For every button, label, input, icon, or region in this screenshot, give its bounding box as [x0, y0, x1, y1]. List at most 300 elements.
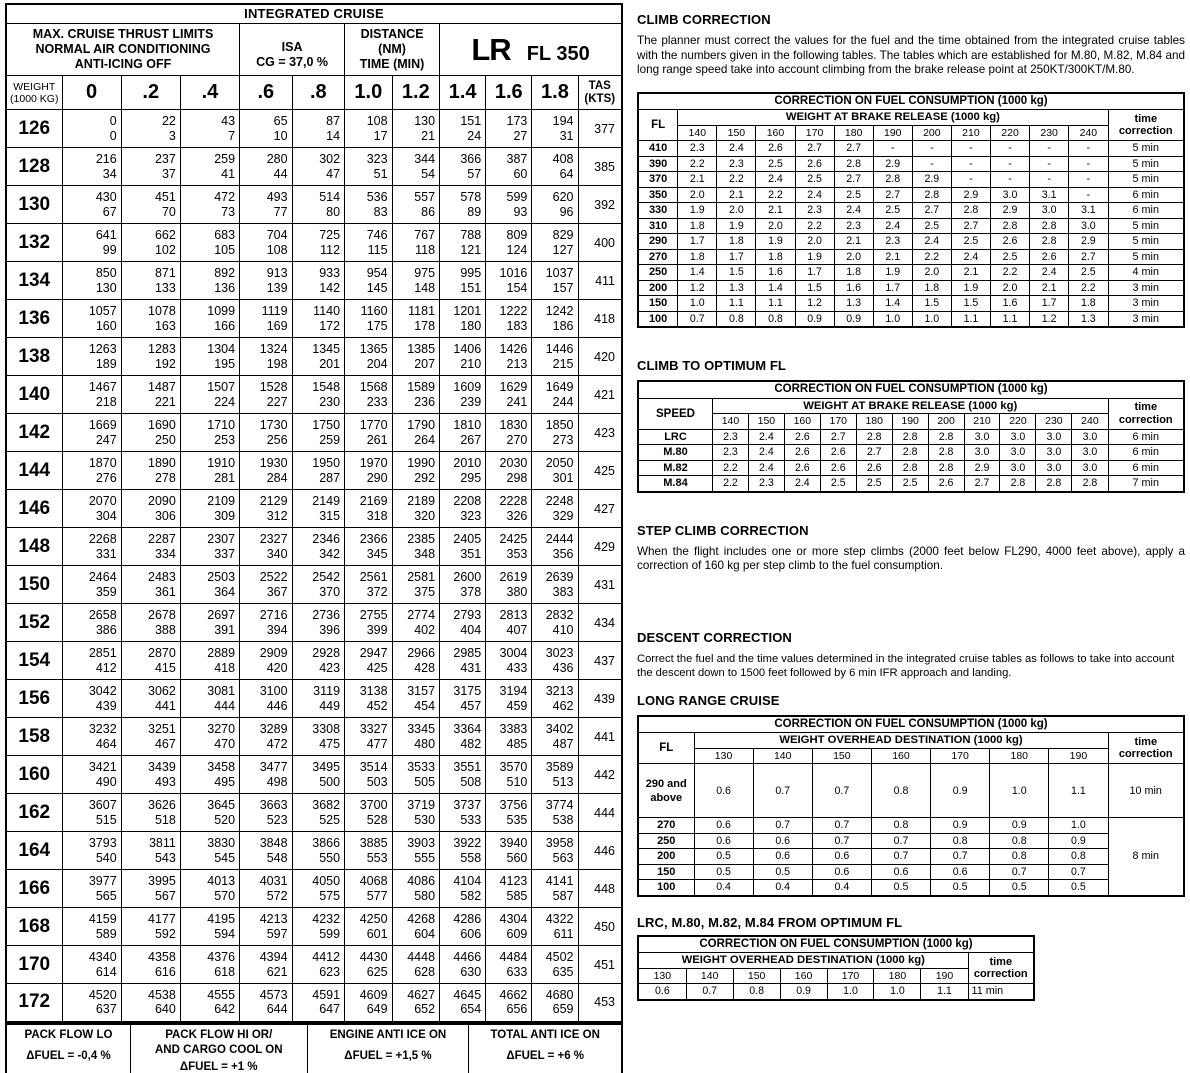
row-label-header: FL [638, 733, 694, 764]
cruise-cell [62, 490, 121, 528]
cruise-cell-fuel: 2947 [359, 646, 388, 660]
correction-value: 1.8 [756, 249, 795, 265]
correction-value: 2.6 [1030, 249, 1069, 265]
cruise-cell [121, 756, 180, 794]
cruise-cell-fuel: 1099 [207, 304, 236, 318]
correction-value: 2.8 [928, 460, 964, 476]
cruise-cell [486, 490, 532, 528]
cruise-cell [532, 984, 578, 1022]
cruise-row-tas: 423 [578, 414, 622, 452]
cruise-cell-fuel: 3100 [259, 684, 288, 698]
correction-value: 2.6 [820, 460, 856, 476]
correction-value: 1.3 [717, 280, 756, 296]
cruise-row-weight: 168 [6, 908, 62, 946]
cruise-cell-time: 54 [421, 166, 436, 181]
correction-value: 2.6 [784, 429, 820, 445]
cruise-row [6, 794, 622, 832]
correction-value: 1.8 [678, 249, 717, 265]
weight-column-header: 160 [780, 968, 827, 984]
cruise-cell-time: 550 [319, 850, 341, 865]
cruise-cell-fuel: 4177 [148, 912, 176, 926]
cruise-cell-fuel: 3570 [499, 760, 528, 774]
cruise-cell-fuel: 620 [552, 190, 574, 204]
correction-value: 2.6 [795, 156, 834, 172]
cruise-cell-fuel: 366 [460, 152, 482, 166]
cruise-cell-time: 96 [559, 204, 574, 219]
cruise-cell [180, 566, 239, 604]
cruise-cell [486, 680, 532, 718]
cruise-cell [345, 110, 392, 148]
cruise-row [6, 642, 622, 680]
cruise-cell [392, 832, 440, 870]
cruise-cell-time: 505 [414, 774, 436, 789]
correction-value: 2.0 [834, 249, 873, 265]
cruise-cell-time: 640 [154, 1002, 176, 1017]
cruise-cell-time: 611 [553, 926, 574, 941]
cruise-cell-time: 428 [414, 660, 436, 675]
cruise-cell-fuel: 3495 [312, 760, 341, 774]
footnote-label-1-line1: PACK FLOW HI OR/ [165, 1028, 273, 1041]
correction-value: 2.5 [795, 172, 834, 188]
isa-header [240, 24, 345, 76]
cruise-cell [392, 718, 440, 756]
cruise-cell-time: 356 [552, 546, 574, 561]
cruise-cell [440, 566, 486, 604]
cruise-cell [121, 262, 180, 300]
cruise-cell-fuel: 2793 [453, 608, 482, 622]
correction-row [638, 476, 1184, 492]
cruise-cell-time: 609 [506, 926, 528, 941]
cruise-cell-time: 312 [266, 508, 288, 523]
correction-value: 2.5 [820, 476, 856, 492]
cruise-cell [180, 528, 239, 566]
correction-value: 2.3 [795, 203, 834, 219]
cruise-cell-time: 545 [214, 850, 236, 865]
correction-value: 3.0 [1000, 445, 1036, 461]
cruise-cell-time: 201 [319, 356, 341, 371]
cruise-cell-time: 342 [319, 546, 341, 561]
cruise-cell-time: 345 [366, 546, 388, 561]
distance-line-2: (NM) [378, 42, 406, 56]
cruise-cell [440, 186, 486, 224]
optimum-fl-heading: LRC, M.80, M.82, M.84 FROM OPTIMUM FL [637, 914, 903, 930]
cruise-cell-time: 412 [95, 660, 117, 675]
cruise-cell-time: 241 [506, 394, 528, 409]
weight-header-line-2: (1000 KG) [10, 92, 59, 105]
cruise-cell [292, 414, 345, 452]
cruise-cell-time: 580 [414, 888, 436, 903]
cruise-cell-time: 592 [154, 926, 176, 941]
cruise-cell-time: 70 [161, 204, 176, 219]
cruise-cell-time: 102 [154, 242, 176, 257]
long-range-cruise-heading: LONG RANGE CRUISE [637, 692, 780, 708]
cruise-cell [486, 984, 532, 1022]
cruise-cell [440, 414, 486, 452]
cruise-cell-time: 186 [552, 318, 574, 333]
correction-value: 0.9 [990, 818, 1049, 834]
cruise-cell [240, 908, 292, 946]
cruise-cell-fuel: 323 [366, 152, 388, 166]
cruise-cell-fuel: 4050 [312, 874, 341, 888]
banner-row [638, 716, 1184, 733]
cruise-cell [345, 794, 392, 832]
cruise-cell-time: 420 [266, 660, 288, 675]
correction-value: 0.7 [812, 833, 871, 849]
correction-value: 2.2 [712, 460, 748, 476]
correction-row [638, 203, 1184, 219]
correction-value: 2.4 [873, 218, 912, 234]
cruise-cell-fuel: 3533 [407, 760, 436, 774]
cruise-cell-time: 644 [266, 1002, 288, 1017]
cruise-cell-time: 656 [506, 1002, 528, 1017]
correction-value: 1.2 [678, 280, 717, 296]
cruise-cell-fuel: 3737 [453, 798, 482, 812]
cruise-cell-time: 178 [414, 318, 436, 333]
cruise-cell [240, 756, 292, 794]
cruise-cell [440, 908, 486, 946]
cruise-cell-fuel: 3885 [359, 836, 388, 850]
time-correction-line-2: correction [1118, 748, 1173, 761]
column-header-row [6, 76, 622, 110]
cruise-cell [440, 490, 486, 528]
cruise-cell-fuel: 2909 [259, 646, 288, 660]
cruise-cell-fuel: 2542 [312, 570, 341, 584]
cruise-cell-time: 44 [273, 166, 288, 181]
weight-column-header: 130 [694, 748, 753, 764]
cruise-cell-fuel: 2889 [207, 646, 236, 660]
cruise-cell [440, 300, 486, 338]
cruise-row-tas: 400 [578, 224, 622, 262]
cruise-cell-time: 446 [266, 698, 288, 713]
cruise-cell [345, 224, 392, 262]
cruise-cell-time: 370 [319, 584, 341, 599]
cruise-cell-fuel: 1446 [545, 342, 574, 356]
cruise-cell-fuel: 2050 [545, 456, 574, 470]
cruise-cell-time: 157 [552, 280, 574, 295]
cruise-cell-fuel: 1950 [312, 456, 341, 470]
cruise-cell-time: 513 [552, 774, 574, 789]
cruise-cell-time: 449 [319, 698, 341, 713]
correction-notes-table [5, 1023, 623, 1073]
cruise-cell-time: 625 [366, 964, 388, 979]
cruise-cell-fuel: 725 [319, 228, 341, 242]
correction-row-label: 270 [638, 249, 678, 265]
correction-value: 0.5 [871, 880, 930, 896]
step-climb-heading: STEP CLIMB CORRECTION [637, 522, 809, 538]
weight-column-header: 140 [753, 748, 812, 764]
correction-time: 3 min [1108, 311, 1184, 327]
cruise-cell [292, 642, 345, 680]
cruise-cell-time: 284 [266, 470, 288, 485]
footnote-total-anti-ice [469, 1024, 622, 1073]
footnote-label-0-line1: PACK FLOW LO [24, 1028, 113, 1041]
weight-column-header: 190 [873, 125, 912, 141]
cruise-cell-time: 124 [506, 242, 528, 257]
correction-row [638, 311, 1184, 327]
cruise-cell-fuel: 387 [506, 152, 528, 166]
correction-row-label: 330 [638, 203, 678, 219]
correction-value: 1.1 [921, 984, 968, 1000]
correction-value: 0.9 [931, 764, 990, 818]
correction-row [638, 187, 1184, 203]
mach-column-header-9: 1.8 [532, 76, 578, 110]
cruise-cell [121, 300, 180, 338]
cruise-cell [62, 984, 121, 1022]
weight-group-header: WEIGHT OVERHEAD DESTINATION (1000 kg) [694, 733, 1108, 749]
cruise-cell-fuel: 3062 [148, 684, 176, 698]
correction-value: 3.0 [964, 429, 1000, 445]
cruise-cell-fuel: 1140 [313, 304, 341, 318]
cruise-cell-fuel: 704 [266, 228, 288, 242]
correction-value: 0.4 [812, 880, 871, 896]
correction-row [638, 864, 1184, 880]
footnote-pack-flow-lo [6, 1024, 130, 1073]
cruise-row [6, 224, 622, 262]
cruise-cell-fuel: 2327 [259, 532, 288, 546]
title-row [6, 4, 622, 24]
cruise-cell-time: 444 [214, 698, 236, 713]
cruise-cell-time: 630 [460, 964, 482, 979]
correction-value: 1.5 [912, 296, 951, 312]
correction-value: 1.4 [756, 280, 795, 296]
cruise-cell [180, 832, 239, 870]
cruise-cell-time: 436 [552, 660, 574, 675]
cruise-cell-fuel: 3251 [148, 722, 176, 736]
cruise-cell [345, 148, 392, 186]
cruise-cell-time: 17 [373, 128, 388, 143]
weight-column-header: 220 [990, 125, 1029, 141]
cruise-cell-fuel: 1467 [88, 380, 117, 394]
cruise-cell [392, 262, 440, 300]
cruise-cell-time: 359 [95, 584, 117, 599]
cruise-cell [440, 110, 486, 148]
correction-value: 1.5 [717, 265, 756, 281]
cruise-cell [292, 946, 345, 984]
cruise-cell-fuel: 2444 [545, 532, 574, 546]
cruise-cell-time: 276 [95, 470, 117, 485]
cruise-cell [121, 376, 180, 414]
cruise-cell [240, 490, 292, 528]
cruise-row-tas: 451 [578, 946, 622, 984]
cruise-cell [121, 224, 180, 262]
cruise-cell-time: 60 [513, 166, 528, 181]
cruise-cell-time: 585 [506, 888, 528, 903]
correction-value: 2.4 [748, 429, 784, 445]
cruise-cell-fuel: 3232 [88, 722, 117, 736]
cruise-cell [345, 718, 392, 756]
correction-value: 0.7 [812, 818, 871, 834]
cruise-cell [240, 148, 292, 186]
cruise-cell [440, 148, 486, 186]
cruise-cell-time: 418 [214, 660, 236, 675]
cruise-cell-fuel: 1710 [207, 418, 236, 432]
correction-value: 1.0 [912, 311, 951, 327]
cruise-cell-fuel: 3175 [453, 684, 482, 698]
cruise-cell-time: 278 [154, 470, 176, 485]
cruise-cell [486, 452, 532, 490]
correction-row-label: M.80 [638, 445, 712, 461]
cruise-row-tas: 420 [578, 338, 622, 376]
cruise-cell-time: 142 [319, 280, 341, 295]
mach-column-header-3: .6 [240, 76, 292, 110]
cruise-cell-fuel: 809 [506, 228, 528, 242]
correction-time: 5 min [1108, 141, 1184, 157]
correction-value: 3.0 [1000, 429, 1036, 445]
cruise-cell-fuel: 4286 [453, 912, 482, 926]
cruise-cell [532, 756, 578, 794]
cruise-cell [292, 148, 345, 186]
correction-value: 1.2 [795, 296, 834, 312]
cruise-cell-time: 439 [95, 698, 117, 713]
correction-time: 6 min [1108, 429, 1184, 445]
cruise-cell-fuel: 4412 [312, 950, 341, 964]
cruise-cell-fuel: 2619 [499, 570, 528, 584]
cruise-cell-fuel: 2149 [312, 494, 341, 508]
weight-group-header: WEIGHT AT BRAKE RELEASE (1000 kg) [712, 398, 1108, 414]
correction-row-label: M.84 [638, 476, 712, 492]
cruise-cell-time: 253 [214, 432, 236, 447]
correction-value: 0.6 [694, 764, 753, 818]
cruise-cell-time: 410 [552, 622, 574, 637]
cruise-cell [180, 224, 239, 262]
cruise-cell [121, 566, 180, 604]
cruise-cell [345, 490, 392, 528]
correction-value: 2.8 [892, 429, 928, 445]
cruise-cell-fuel: 2639 [545, 570, 574, 584]
cruise-cell [392, 642, 440, 680]
cruise-cell [180, 718, 239, 756]
cruise-cell-time: 236 [414, 394, 436, 409]
cruise-cell-fuel: 4680 [545, 987, 574, 1002]
cruise-cell-time: 148 [414, 280, 436, 295]
cruise-cell-fuel: 683 [214, 228, 236, 242]
cruise-cell-time: 493 [154, 774, 176, 789]
correction-value: 1.9 [717, 218, 756, 234]
cruise-cell-time: 652 [414, 1002, 436, 1017]
cruise-cell-fuel: 4141 [545, 874, 574, 888]
correction-value: 2.8 [1030, 234, 1069, 250]
cruise-cell-fuel: 2600 [453, 570, 482, 584]
correction-value: - [951, 141, 990, 157]
cruise-cell [392, 300, 440, 338]
cruise-cell-fuel: 3157 [407, 684, 436, 698]
correction-value: 2.9 [964, 460, 1000, 476]
cruise-cell [292, 262, 345, 300]
cruise-cell-time: 239 [460, 394, 482, 409]
cruise-cell-time: 503 [366, 774, 388, 789]
cruise-cell-time: 198 [266, 356, 288, 371]
correction-value: 1.5 [951, 296, 990, 312]
correction-value: 2.0 [795, 234, 834, 250]
cruise-cell [62, 566, 121, 604]
cruise-cell-time: 287 [319, 470, 341, 485]
cruise-cell [486, 414, 532, 452]
cruise-cell-time: 433 [506, 660, 528, 675]
cruise-cell-fuel: 4591 [312, 987, 341, 1002]
cruise-cell [532, 490, 578, 528]
weight-column-header: 150 [748, 414, 784, 430]
cruise-cell-time: 172 [319, 318, 341, 333]
correction-value: - [1030, 156, 1069, 172]
cruise-cell [486, 300, 532, 338]
correction-value: 2.4 [784, 476, 820, 492]
correction-value: 2.4 [1030, 265, 1069, 281]
cruise-cell [486, 528, 532, 566]
cruise-cell [62, 718, 121, 756]
correction-value: 2.2 [990, 265, 1029, 281]
cruise-cell [440, 528, 486, 566]
correction-value: 0.8 [756, 311, 795, 327]
correction-value: 3.0 [1036, 429, 1072, 445]
cruise-cell-fuel: 767 [414, 228, 436, 242]
cruise-cell [240, 186, 292, 224]
correction-value: 3.1 [1069, 203, 1108, 219]
cruise-cell-fuel: 4195 [207, 912, 236, 926]
correction-value: 0.7 [871, 833, 930, 849]
correction-row-label: 100 [638, 880, 694, 896]
cruise-cell-time: 3 [168, 128, 176, 143]
cruise-cell-fuel: 472 [214, 190, 236, 204]
cruise-cell [121, 414, 180, 452]
cruise-cell [240, 452, 292, 490]
correction-value: 2.7 [795, 141, 834, 157]
cruise-cell [440, 452, 486, 490]
cruise-cell [440, 680, 486, 718]
cruise-cell [440, 794, 486, 832]
cruise-cell-time: 14 [326, 128, 341, 143]
cruise-row-tas: 425 [578, 452, 622, 490]
cruise-cell-fuel: 2405 [453, 532, 482, 546]
cruise-row-weight: 146 [6, 490, 62, 528]
correction-value: 2.7 [856, 445, 892, 461]
cruise-cell [292, 566, 345, 604]
correction-value: 2.1 [873, 249, 912, 265]
cruise-cell-fuel: 1057 [88, 304, 117, 318]
cruise-cell [180, 604, 239, 642]
integrated-cruise-panel [5, 3, 623, 1073]
correction-value: 0.7 [686, 984, 733, 1000]
cruise-cell [292, 832, 345, 870]
cruise-cell [440, 262, 486, 300]
cruise-cell [392, 908, 440, 946]
weight-column-header: 240 [1072, 414, 1108, 430]
cruise-cell [121, 490, 180, 528]
correction-value: 2.5 [892, 476, 928, 492]
cruise-cell [345, 262, 392, 300]
cruise-cell [532, 642, 578, 680]
cruise-cell [392, 528, 440, 566]
cruise-row [6, 604, 622, 642]
cruise-cell-time: 224 [214, 394, 236, 409]
correction-value: 0.6 [638, 984, 686, 1000]
cruise-cell-time: 431 [460, 660, 482, 675]
correction-value: 0.7 [931, 849, 990, 865]
correction-time: 3 min [1108, 280, 1184, 296]
cruise-cell-fuel: 3995 [148, 874, 176, 888]
cruise-cell [121, 680, 180, 718]
cruise-cell [486, 794, 532, 832]
footnote-value-3: ΔFUEL = +6 % [506, 1049, 585, 1062]
cruise-row-weight: 126 [6, 110, 62, 148]
correction-row-label: 250 [638, 833, 694, 849]
correction-value: 2.1 [951, 265, 990, 281]
correction-value: 3.0 [1036, 445, 1072, 461]
cruise-cell-time: 407 [506, 622, 528, 637]
correction-row [638, 833, 1184, 849]
cruise-cell [62, 794, 121, 832]
cruise-cell [292, 300, 345, 338]
weight-column-header: 230 [1030, 125, 1069, 141]
